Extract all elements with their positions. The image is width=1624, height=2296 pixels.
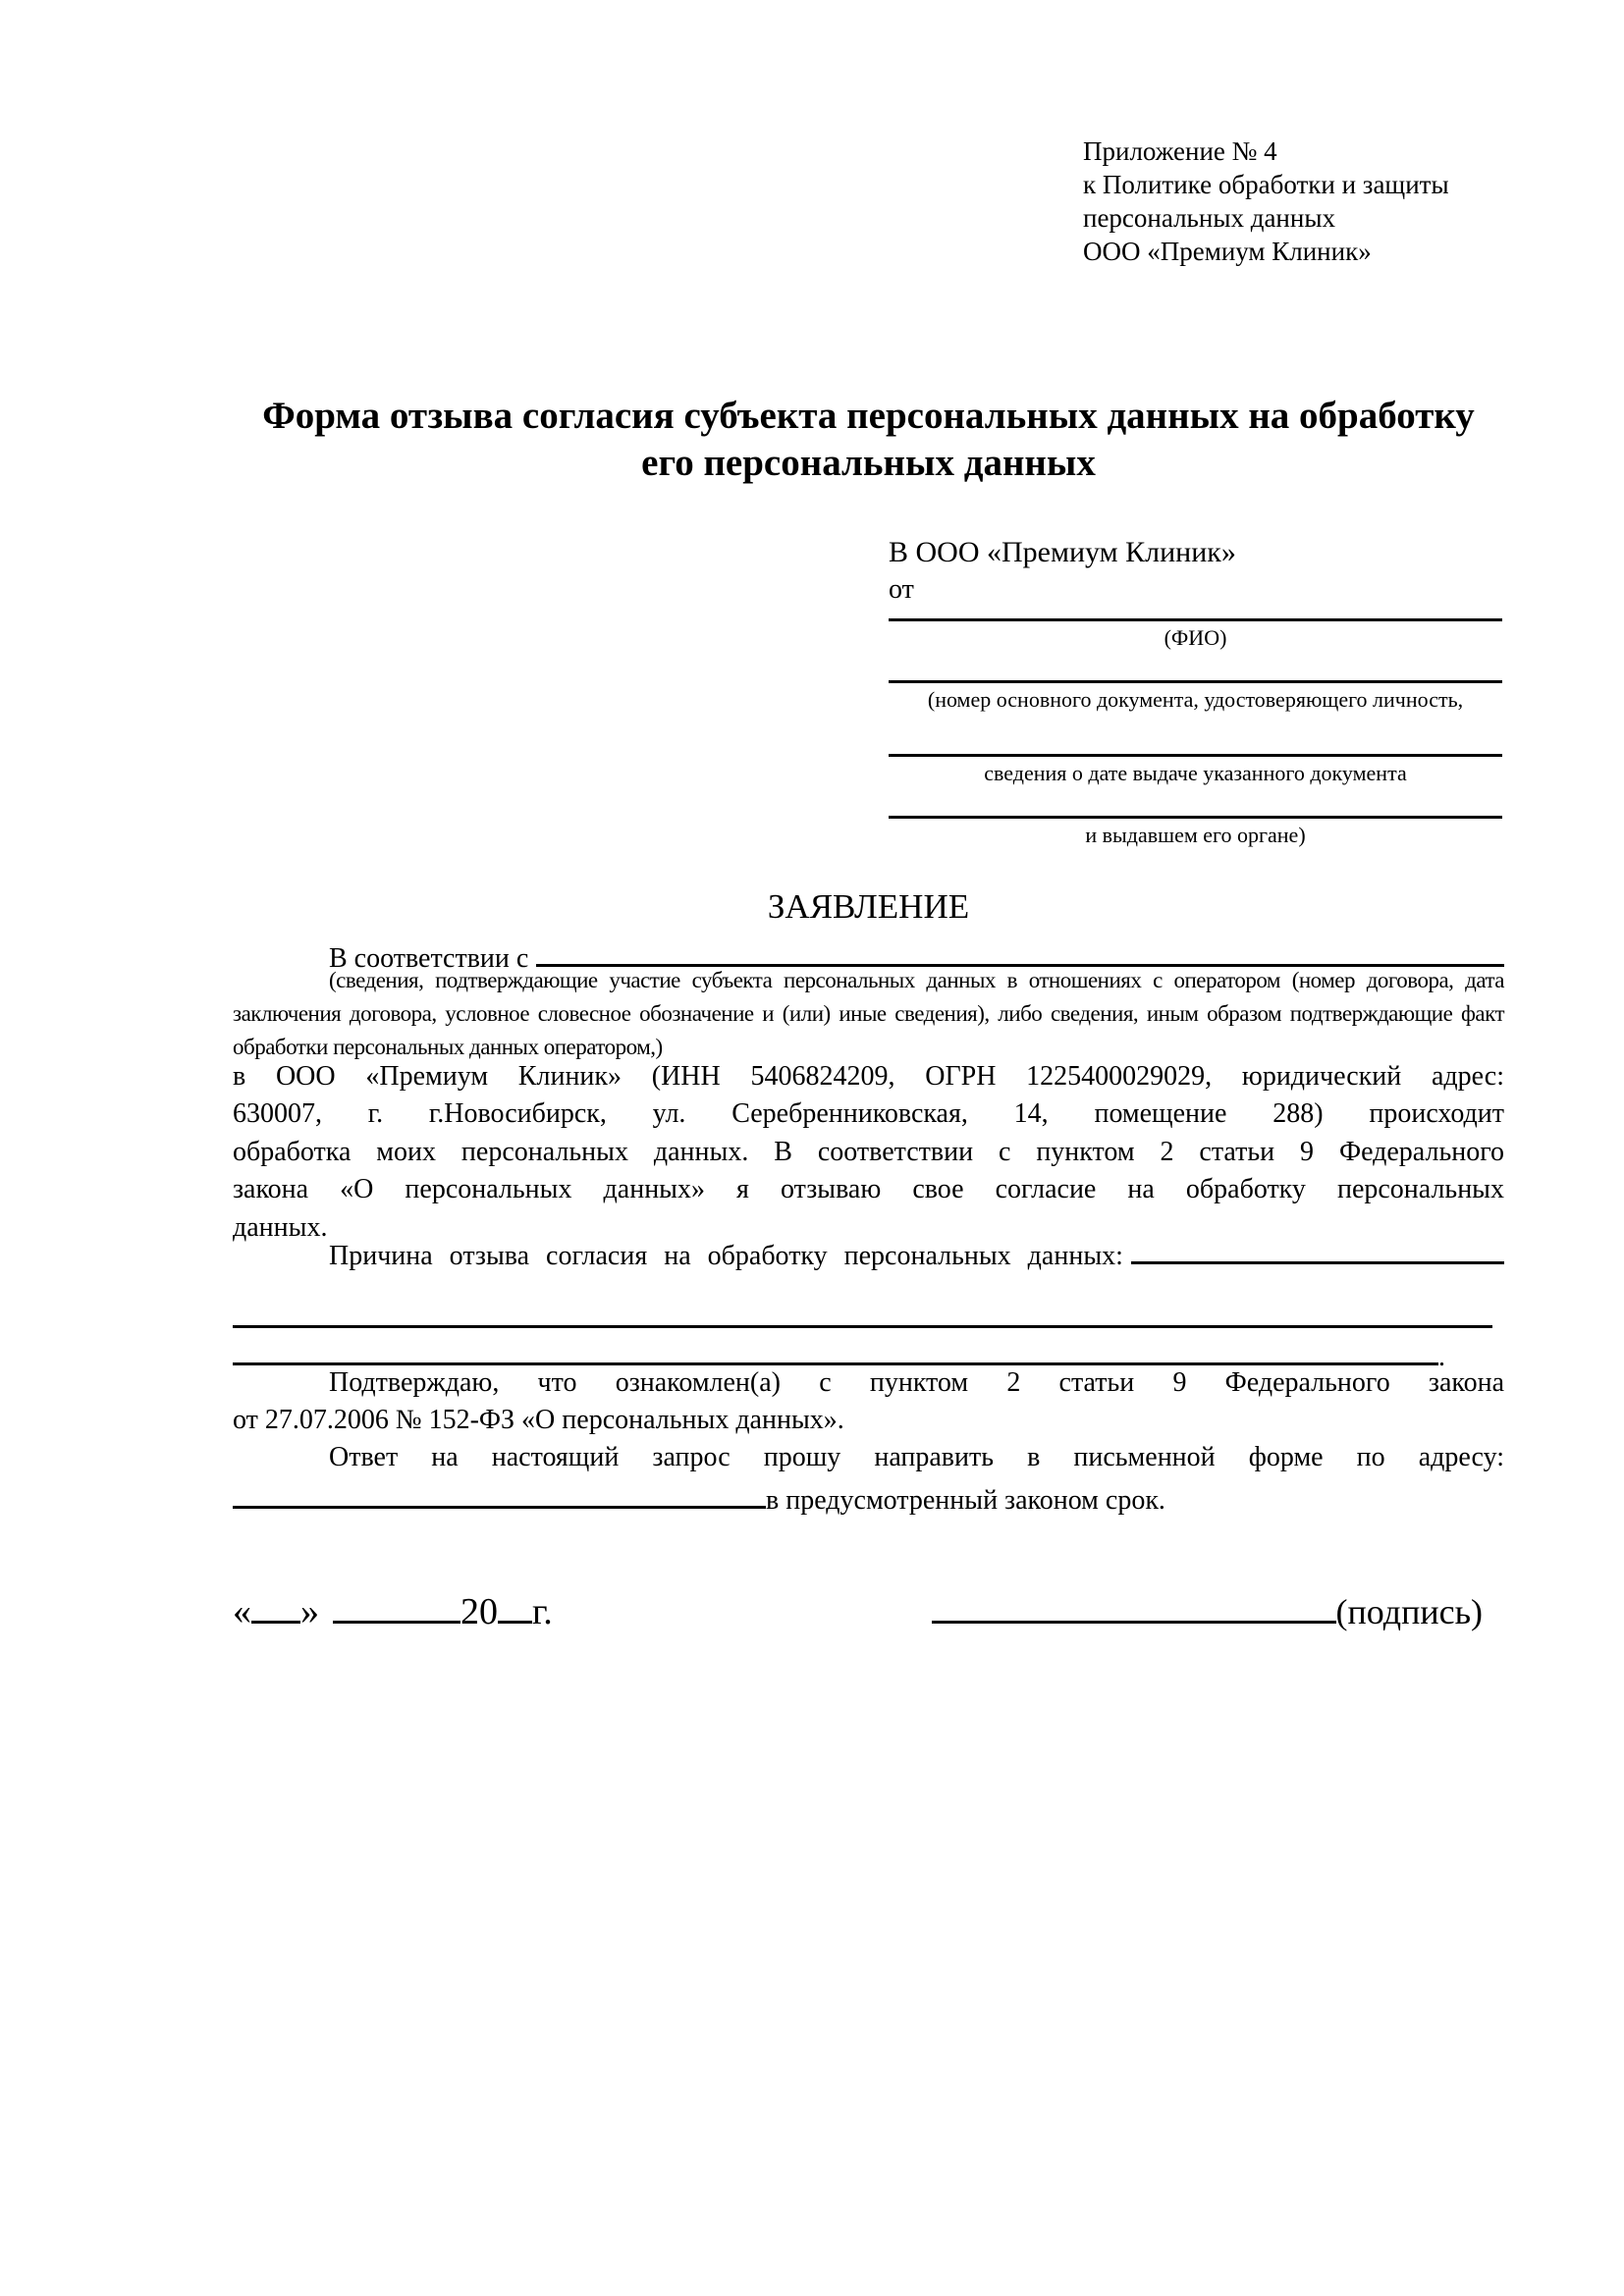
appendix-line: ООО «Премиум Клиник» xyxy=(1083,237,1372,266)
intro-blank-line xyxy=(536,934,1504,967)
addressee-block xyxy=(889,534,1236,609)
signature-blank xyxy=(932,1589,1336,1624)
date-open-quote: « xyxy=(233,1591,251,1632)
small-print-line: (сведения, подтверждающие участие субъекта персональных данных в отношениях с оператором (номер договора, дата xyxy=(329,968,1504,992)
reason-blank-line-segment xyxy=(233,1333,1438,1365)
reason-label: Причина отзыва согласия на обработку персональных данных: xyxy=(329,1241,1123,1271)
confirmation-paragraph xyxy=(233,1364,1504,1440)
footer-row xyxy=(233,1588,1504,1635)
appendix-line: к Политике обработки и защиты xyxy=(1083,170,1449,199)
addressee-to: В ООО «Премиум Клиник» xyxy=(889,536,1236,568)
appendix-line: персональных данных xyxy=(1083,203,1335,233)
addressee-from-label: от xyxy=(889,574,914,605)
issue-date-field xyxy=(889,754,1502,786)
period: . xyxy=(1438,1342,1445,1372)
confirmation-line: Подтверждаю, что ознакомлен(а) с пунктом 2 статьи 9 Федерального закона xyxy=(329,1367,1504,1398)
intro-prefix: В соответствии с xyxy=(329,943,529,974)
month-blank xyxy=(333,1589,460,1624)
fio-caption: (ФИО) xyxy=(1164,625,1227,650)
body-line: закона «О персональных данных» я отзываю свое согласие на обработку персональных xyxy=(233,1174,1504,1205)
reply-line-suffix: в предусмотренный законом срок. xyxy=(766,1485,1165,1517)
signature-group xyxy=(932,1588,1483,1635)
issuing-authority-caption: и выдавшем его органе) xyxy=(1085,823,1306,847)
small-print-note xyxy=(233,964,1504,1064)
fio-field xyxy=(889,618,1502,651)
body-line: 630007, г. г.Новосибирск, ул. Серебренниковская, 14, помещение 288) происходит xyxy=(233,1098,1504,1130)
body-paragraph xyxy=(233,1058,1504,1247)
confirmation-line: от 27.07.2006 № 152-ФЗ «О персональных данных». xyxy=(233,1405,844,1436)
reason-row xyxy=(233,1232,1504,1275)
reply-address-blank xyxy=(233,1476,766,1509)
date-close-quote: » xyxy=(300,1591,319,1632)
issuing-authority-field xyxy=(889,816,1502,848)
statement-heading: ЗАЯВЛЕНИЕ xyxy=(767,887,970,926)
reason-blank-full-line xyxy=(233,1325,1492,1328)
appendix-line: Приложение № 4 xyxy=(1083,136,1277,166)
day-blank xyxy=(251,1589,300,1624)
year-blank xyxy=(498,1589,532,1624)
appendix-block xyxy=(1083,134,1449,268)
year-suffix: г. xyxy=(532,1591,553,1632)
issue-date-caption: сведения о дате выдаче указанного документа xyxy=(984,761,1407,785)
title-line: Форма отзыва согласия субъекта персональных данных на обработку xyxy=(262,395,1475,437)
reply-paragraph xyxy=(233,1439,1504,1521)
title-line: его персональных данных xyxy=(641,442,1096,484)
document-number-caption: (номер основного документа, удостоверяющего личность, xyxy=(927,687,1464,712)
document-title xyxy=(233,393,1504,487)
body-line: в ООО «Премиум Клиник» (ИНН 5406824209, ОГРН 1225400029029, юридический адрес: xyxy=(233,1061,1504,1092)
body-line: данных. xyxy=(233,1211,328,1243)
small-print-line: заключения договора, условное словесное обозначение и (или) иные сведения), либо сведения, иным образом подтверждающие факт xyxy=(233,1001,1504,1026)
reply-line: Ответ на настоящий запрос прошу направить в письменной форме по адресу: xyxy=(329,1442,1504,1472)
reason-blank-line xyxy=(1131,1232,1504,1264)
year-prefix: 20 xyxy=(460,1591,498,1632)
document-number-field xyxy=(889,680,1502,713)
body-line: обработка моих персональных данных. В соответствии с пунктом 2 статьи 9 Федерального xyxy=(233,1136,1504,1167)
reply-address-line xyxy=(233,1476,1504,1520)
signature-caption: (подпись) xyxy=(1335,1592,1483,1631)
small-print-line: обработки персональных данных оператором,) xyxy=(233,1035,663,1059)
